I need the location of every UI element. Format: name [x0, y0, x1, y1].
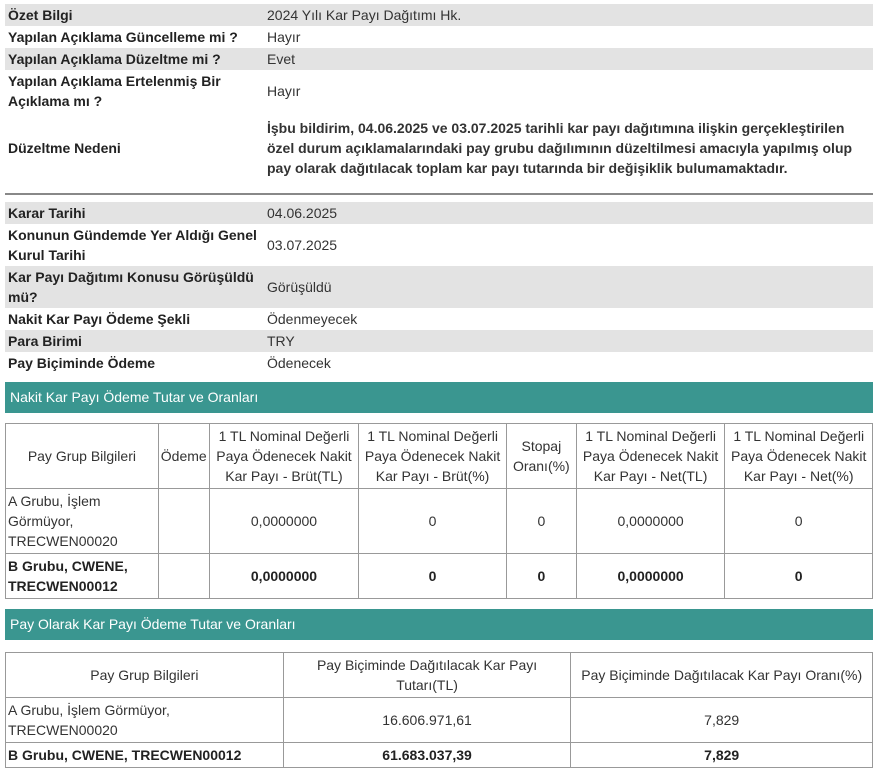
field-label: Yapılan Açıklama Güncelleme mi ? [8, 29, 238, 45]
cash-dividend-table [5, 423, 873, 599]
column-header: 1 TL Nominal Değerli Paya Ödenecek Nakit Kar Payı - Brüt(%) [359, 424, 507, 489]
gross-pct-cell: 0 [359, 489, 507, 554]
table-header-row [6, 424, 873, 489]
column-header: Stopaj Oranı(%) [506, 424, 576, 489]
summary-row [5, 26, 873, 48]
ratio-cell: 7,829 [571, 743, 873, 768]
group-cell: B Grubu, CWENE, TRECWEN00012 [6, 743, 284, 768]
table-header-row [6, 653, 873, 698]
field-label: Kar Payı Dağıtımı Konusu Görüşüldü mü? [5, 266, 264, 308]
field-value: Hayır [267, 83, 301, 99]
column-header: 1 TL Nominal Değerli Paya Ödenecek Nakit Kar Payı - Net(%) [725, 424, 873, 489]
cash-dividend-section-title: Nakit Kar Payı Ödeme Tutar ve Oranları [5, 382, 873, 413]
net-tl-cell: 0,0000000 [576, 489, 725, 554]
withholding-cell: 0 [506, 489, 576, 554]
group-cell: A Grubu, İşlem Görmüyor, TRECWEN00020 [6, 698, 284, 743]
decision-row [5, 330, 873, 352]
field-value: Hayır [267, 29, 301, 45]
field-label: Konunun Gündemde Yer Aldığı Genel Kurul Tarihi [8, 227, 257, 263]
ratio-cell: 7,829 [571, 698, 873, 743]
field-label: Karar Tarihi [5, 202, 264, 224]
group-cell: B Grubu, CWENE, TRECWEN00012 [6, 554, 159, 599]
column-header: 1 TL Nominal Değerli Paya Ödenecek Nakit Kar Payı - Net(TL) [576, 424, 725, 489]
field-value: Görüşüldü [264, 266, 873, 308]
field-label: Nakit Kar Payı Ödeme Şekli [8, 311, 191, 327]
field-value: 03.07.2025 [267, 237, 338, 253]
field-value: TRY [264, 330, 873, 352]
field-value: 04.06.2025 [264, 202, 873, 224]
table-row [6, 554, 873, 599]
payment-cell [158, 554, 209, 599]
divider [5, 184, 873, 198]
column-header: Pay Biçiminde Dağıtılacak Kar Payı Tutarı(TL) [283, 653, 571, 698]
field-value: Ödenmeyecek [267, 311, 358, 327]
table-row [6, 698, 873, 743]
summary-row [5, 70, 873, 112]
column-header: 1 TL Nominal Değerli Paya Ödenecek Nakit Kar Payı - Brüt(TL) [209, 424, 359, 489]
summary-row [5, 4, 873, 26]
share-dividend-section-title: Pay Olarak Kar Payı Ödeme Tutar ve Oranları [5, 609, 873, 640]
field-label: Pay Biçiminde Ödeme [8, 355, 156, 371]
summary-table [5, 4, 873, 374]
field-value: Evet [264, 48, 873, 70]
column-header: Pay Grup Bilgileri [6, 653, 284, 698]
field-label: Yapılan Açıklama Ertelenmiş Bir Açıklama mı ? [8, 73, 221, 109]
gross-pct-cell: 0 [359, 554, 507, 599]
decision-row [5, 352, 873, 374]
table-row [6, 489, 873, 554]
summary-row [5, 112, 873, 184]
decision-row [5, 308, 873, 330]
field-label: Özet Bilgi [5, 4, 264, 26]
field-label: Yapılan Açıklama Düzeltme mi ? [5, 48, 264, 70]
field-value: 2024 Yılı Kar Payı Dağıtımı Hk. [264, 4, 873, 26]
gross-tl-cell: 0,0000000 [209, 554, 359, 599]
column-header: Ödeme [158, 424, 209, 489]
decision-row [5, 224, 873, 266]
net-pct-cell: 0 [725, 489, 873, 554]
payment-cell [158, 489, 209, 554]
column-header: Pay Grup Bilgileri [6, 424, 159, 489]
decision-row [5, 202, 873, 224]
amount-cell: 16.606.971,61 [283, 698, 571, 743]
summary-row [5, 48, 873, 70]
group-cell: A Grubu, İşlem Görmüyor, TRECWEN00020 [6, 489, 159, 554]
field-label: Para Birimi [5, 330, 264, 352]
field-value: Ödenecek [267, 355, 331, 371]
withholding-cell: 0 [506, 554, 576, 599]
column-header: Pay Biçiminde Dağıtılacak Kar Payı Oranı(%) [571, 653, 873, 698]
net-tl-cell: 0,0000000 [576, 554, 725, 599]
share-dividend-table [5, 652, 873, 768]
decision-row [5, 266, 873, 308]
correction-reason-text: İşbu bildirim, 04.06.2025 ve 03.07.2025 tarihli kar payı dağıtımına ilişkin gerçekleştirilen özel durum açıklamalarındaki pay grubu dağılımının düzeltilmesi amacıyla yapılmış olup pay olarak dağıtılacak toplam kar payı tutarında bir değişiklik bulumamaktadır. [267, 120, 853, 176]
table-row [6, 743, 873, 768]
field-label: Düzeltme Nedeni [8, 140, 121, 156]
gross-tl-cell: 0,0000000 [209, 489, 359, 554]
net-pct-cell: 0 [725, 554, 873, 599]
amount-cell: 61.683.037,39 [283, 743, 571, 768]
